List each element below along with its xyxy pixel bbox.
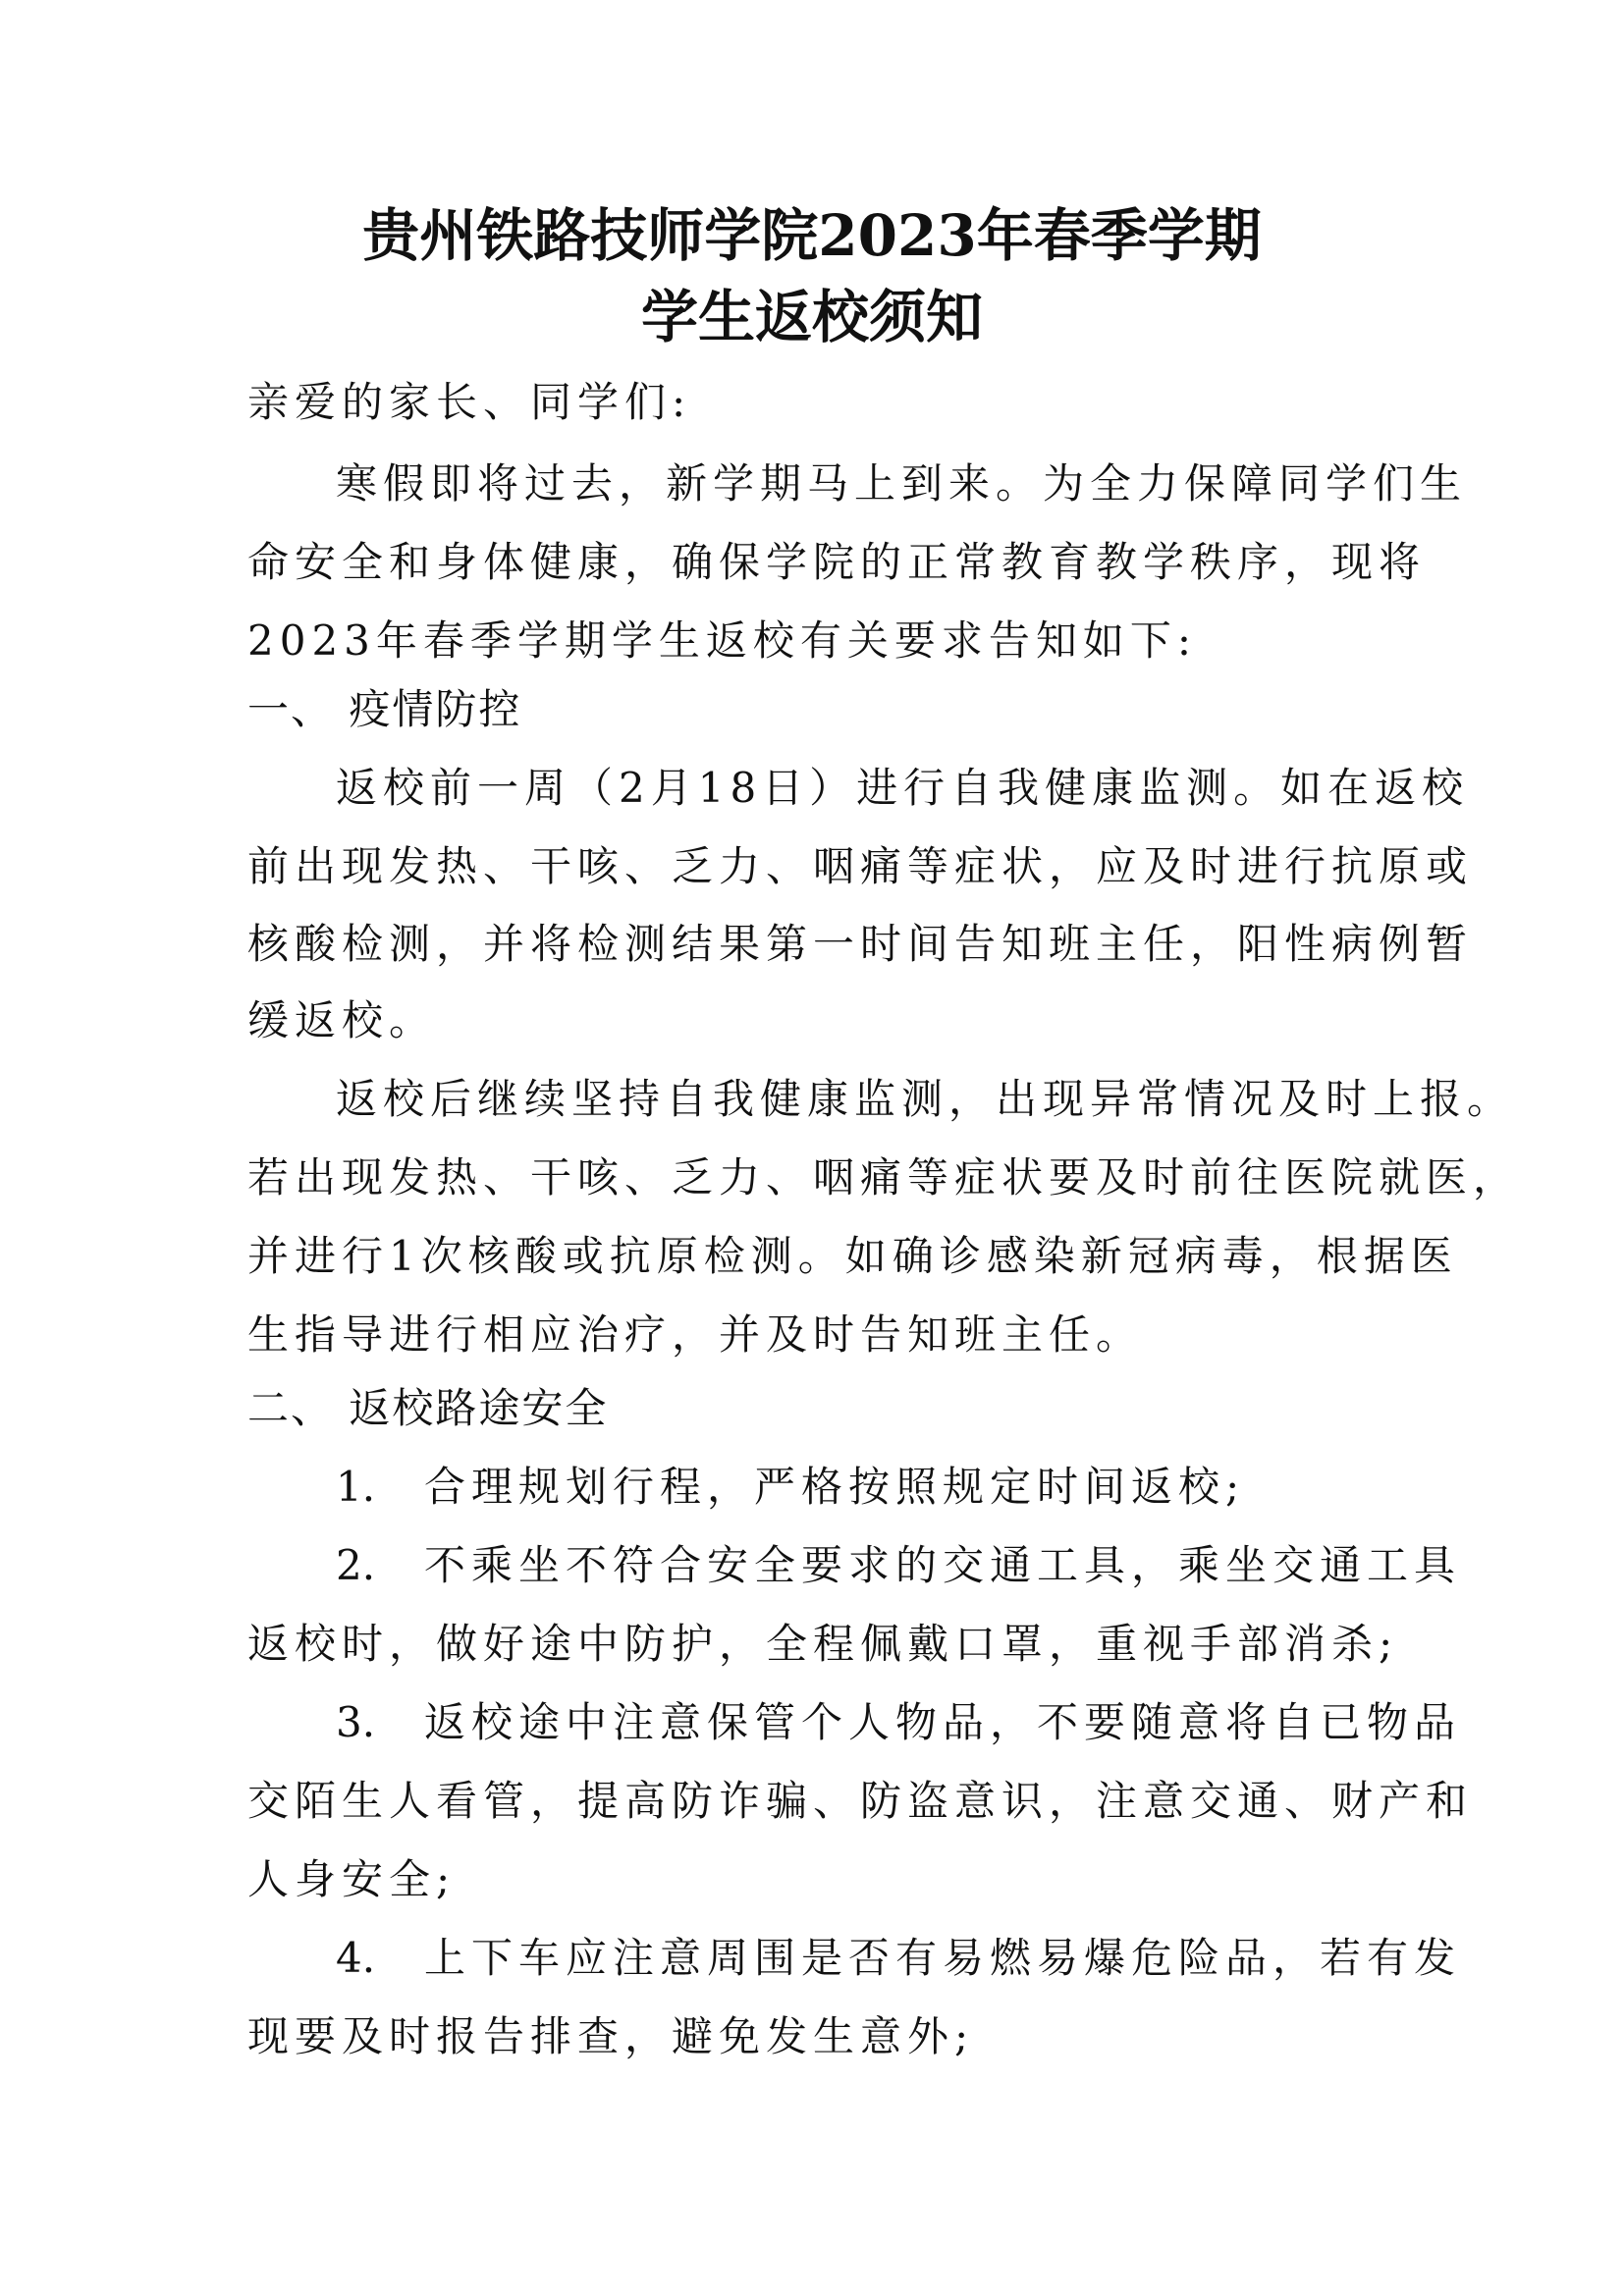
intro-line: 命安全和身体健康，确保学院的正常教育教学秩序，现将: [247, 538, 1427, 586]
list-item-line: 上下车应注意周围是否有易燃易爆危险品，若有发: [424, 1934, 1462, 1982]
paragraph-line: 缓返校。: [247, 996, 437, 1044]
list-item-line: 不乘坐不符合安全要求的交通工具，乘坐交通工具: [424, 1541, 1462, 1589]
section-heading-epidemic: 一、 疫情防控: [247, 685, 522, 733]
intro-line: 寒假即将过去，新学期马上到来。为全力保障同学们生: [336, 459, 1468, 507]
paragraph-line: 返校前一周（2月18日）进行自我健康监测。如在返校: [336, 764, 1470, 812]
list-item-number: 2.: [336, 1541, 376, 1589]
list-item-line: 合理规划行程，严格按照规定时间返校;: [424, 1463, 1246, 1511]
document-title-line-2: 学生返校须知: [640, 284, 983, 350]
intro-line: 2023年春季学期学生返校有关要求告知如下:: [247, 616, 1198, 665]
list-item-line: 人身安全;: [247, 1855, 457, 1903]
paragraph-line: 生指导进行相应治疗，并及时告知班主任。: [247, 1310, 1144, 1359]
paragraph-line: 核酸检测，并将检测结果第一时间告知班主任，阳性病例暂: [247, 920, 1474, 968]
paragraph-line: 返校后继续坚持自我健康监测，出现异常情况及时上报。: [336, 1075, 1515, 1123]
salutation: 亲爱的家长、同学们:: [247, 378, 692, 426]
paragraph-line: 若出现发热、干咳、乏力、咽痛等症状要及时前往医院就医，: [247, 1153, 1521, 1201]
paragraph-line: 前出现发热、干咳、乏力、咽痛等症状，应及时进行抗原或: [247, 842, 1474, 890]
document-title-line-1: 贵州铁路技师学院2023年春季学期: [362, 202, 1262, 269]
paragraph-line: 并进行1次核酸或抗原检测。如确诊感染新冠病毒，根据医: [247, 1232, 1458, 1280]
list-item-line: 现要及时报告排查，避免发生意外;: [247, 2012, 975, 2060]
list-item-number: 1.: [336, 1463, 376, 1511]
list-item-number: 3.: [336, 1698, 376, 1746]
list-item-line: 返校时，做好途中防护，全程佩戴口罩，重视手部消杀;: [247, 1620, 1399, 1668]
list-item-line: 交陌生人看管，提高防诈骗、防盗意识，注意交通、财产和: [247, 1777, 1474, 1825]
section-heading-travel-safety: 二、 返校路途安全: [247, 1384, 609, 1432]
list-item-number: 4.: [336, 1934, 376, 1982]
list-item-line: 返校途中注意保管个人物品，不要随意将自已物品: [424, 1698, 1462, 1746]
